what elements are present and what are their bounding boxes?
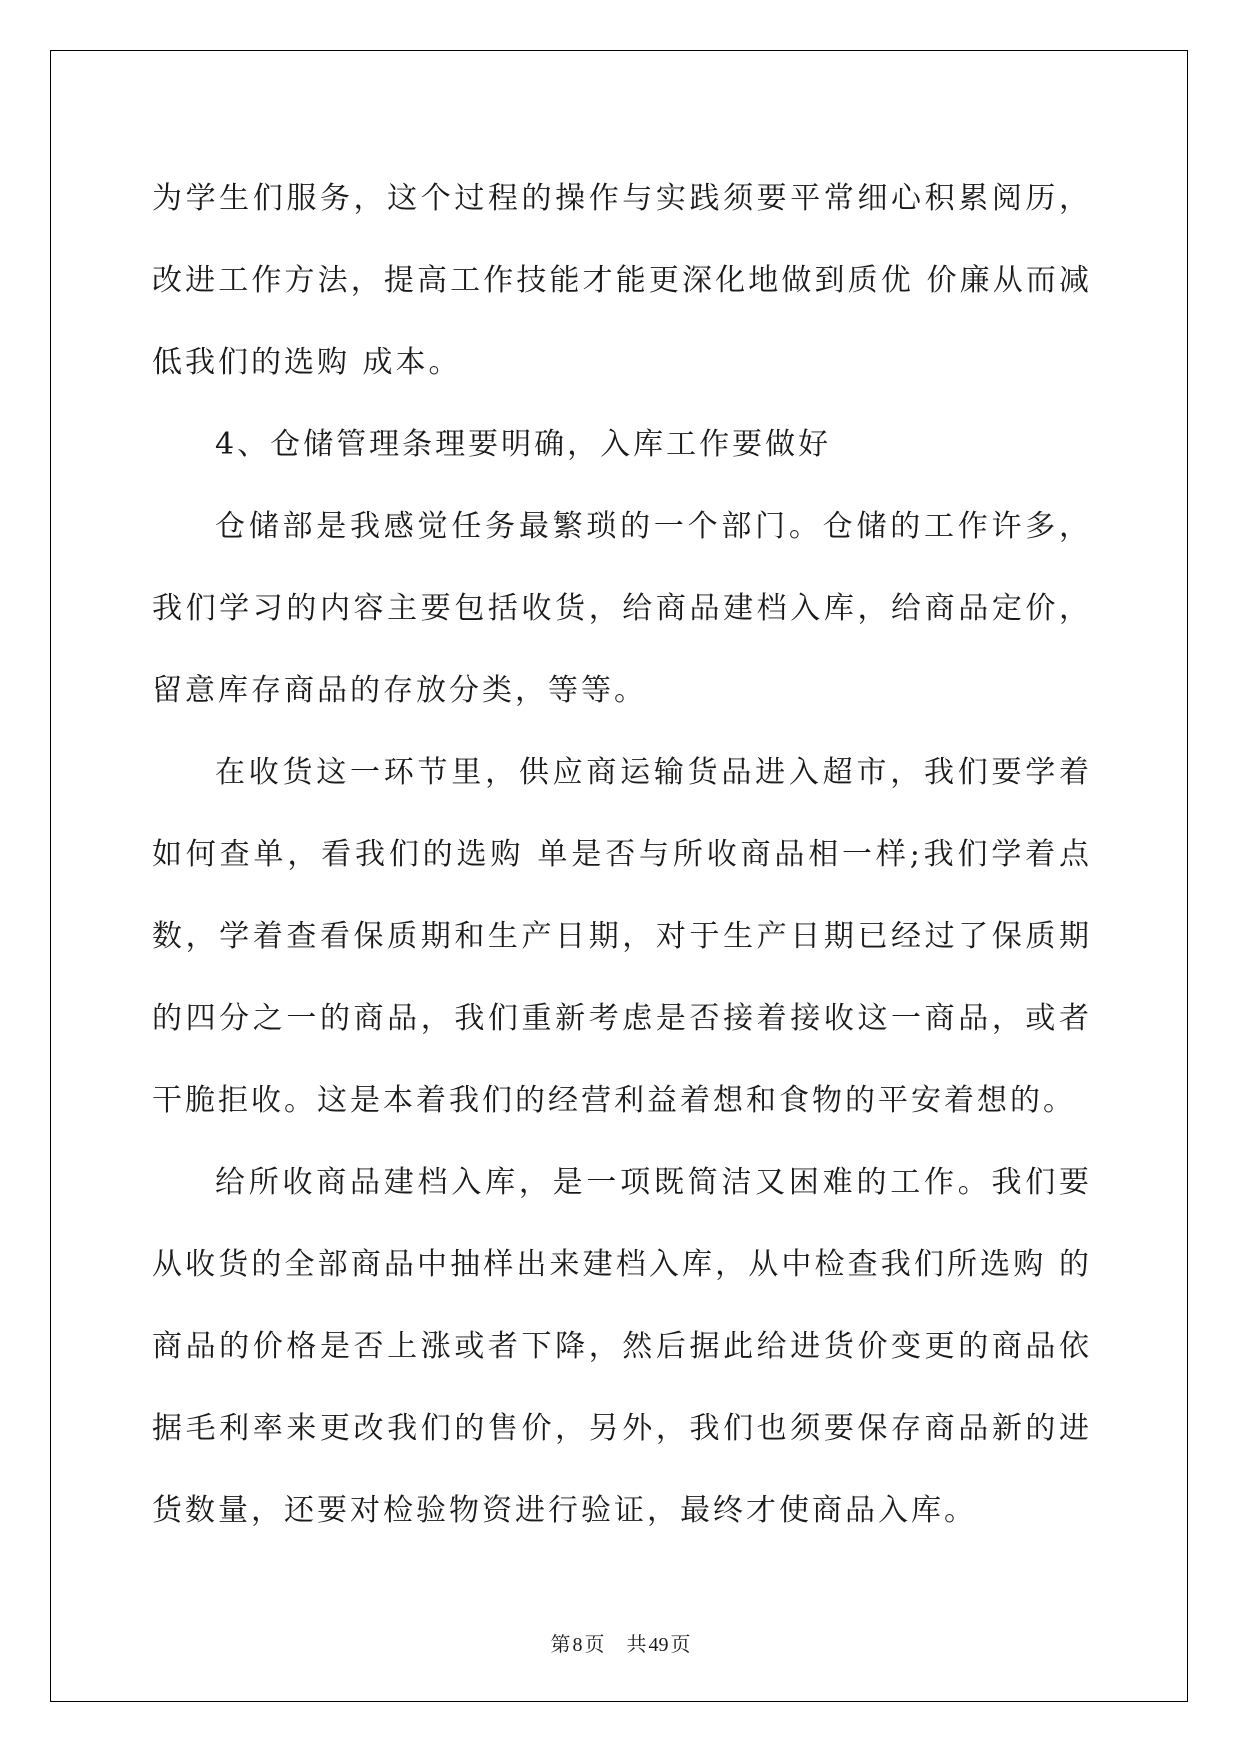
page-prefix: 第: [550, 1634, 571, 1656]
page-number: 8: [572, 1634, 583, 1656]
total-pages: 49: [648, 1634, 669, 1656]
paragraph-4: 给所收商品建档入库，是一项既简洁又困难的工作。我们要从收货的全部商品中抽样出来建档入库，从中检查我们所选购 的商品的价格是否上涨或者下降，然后据此给进货价变更的商品依据毛利率来更改我们的售价，另外，我们也须要保存商品新的进货数量，还要对检验物资进行验证，最终才使商品入库。: [152, 1165, 1092, 1528]
document-body: [152, 158, 1092, 1552]
total-suffix: 页: [670, 1634, 691, 1656]
paragraph-2: 仓储部是我感觉任务最繁琐的一个部门。仓储的工作许多，我们学习的内容主要包括收货，给商品建档入库，给商品定价，留意库存商品的存放分类，等等。: [152, 509, 1092, 708]
paragraph-1: 为学生们服务，这个过程的操作与实践须要平常细心积累阅历，改进工作方法，提高工作技能才能更深化地做到质优 价廉从而减低我们的选购 成本。: [152, 181, 1092, 380]
paragraph-3: 在收货这一环节里，供应商运输货品进入超市，我们要学着如何查单，看我们的选购 单是否与所收商品相一样;我们学着点数，学着查看保质期和生产日期，对于生产日期已经过了保质期的四分之一的商品，我们重新考虑是否接着接收这一商品，或者干脆拒收。这是本着我们的经营利益着想和食物的平安着想的。: [152, 755, 1092, 1118]
page-suffix: 页: [584, 1634, 605, 1656]
page-footer: [0, 1628, 1241, 1657]
section-heading: 4、仓储管理条理要明确，入库工作要做好: [215, 427, 832, 462]
total-prefix: 共: [626, 1634, 647, 1656]
